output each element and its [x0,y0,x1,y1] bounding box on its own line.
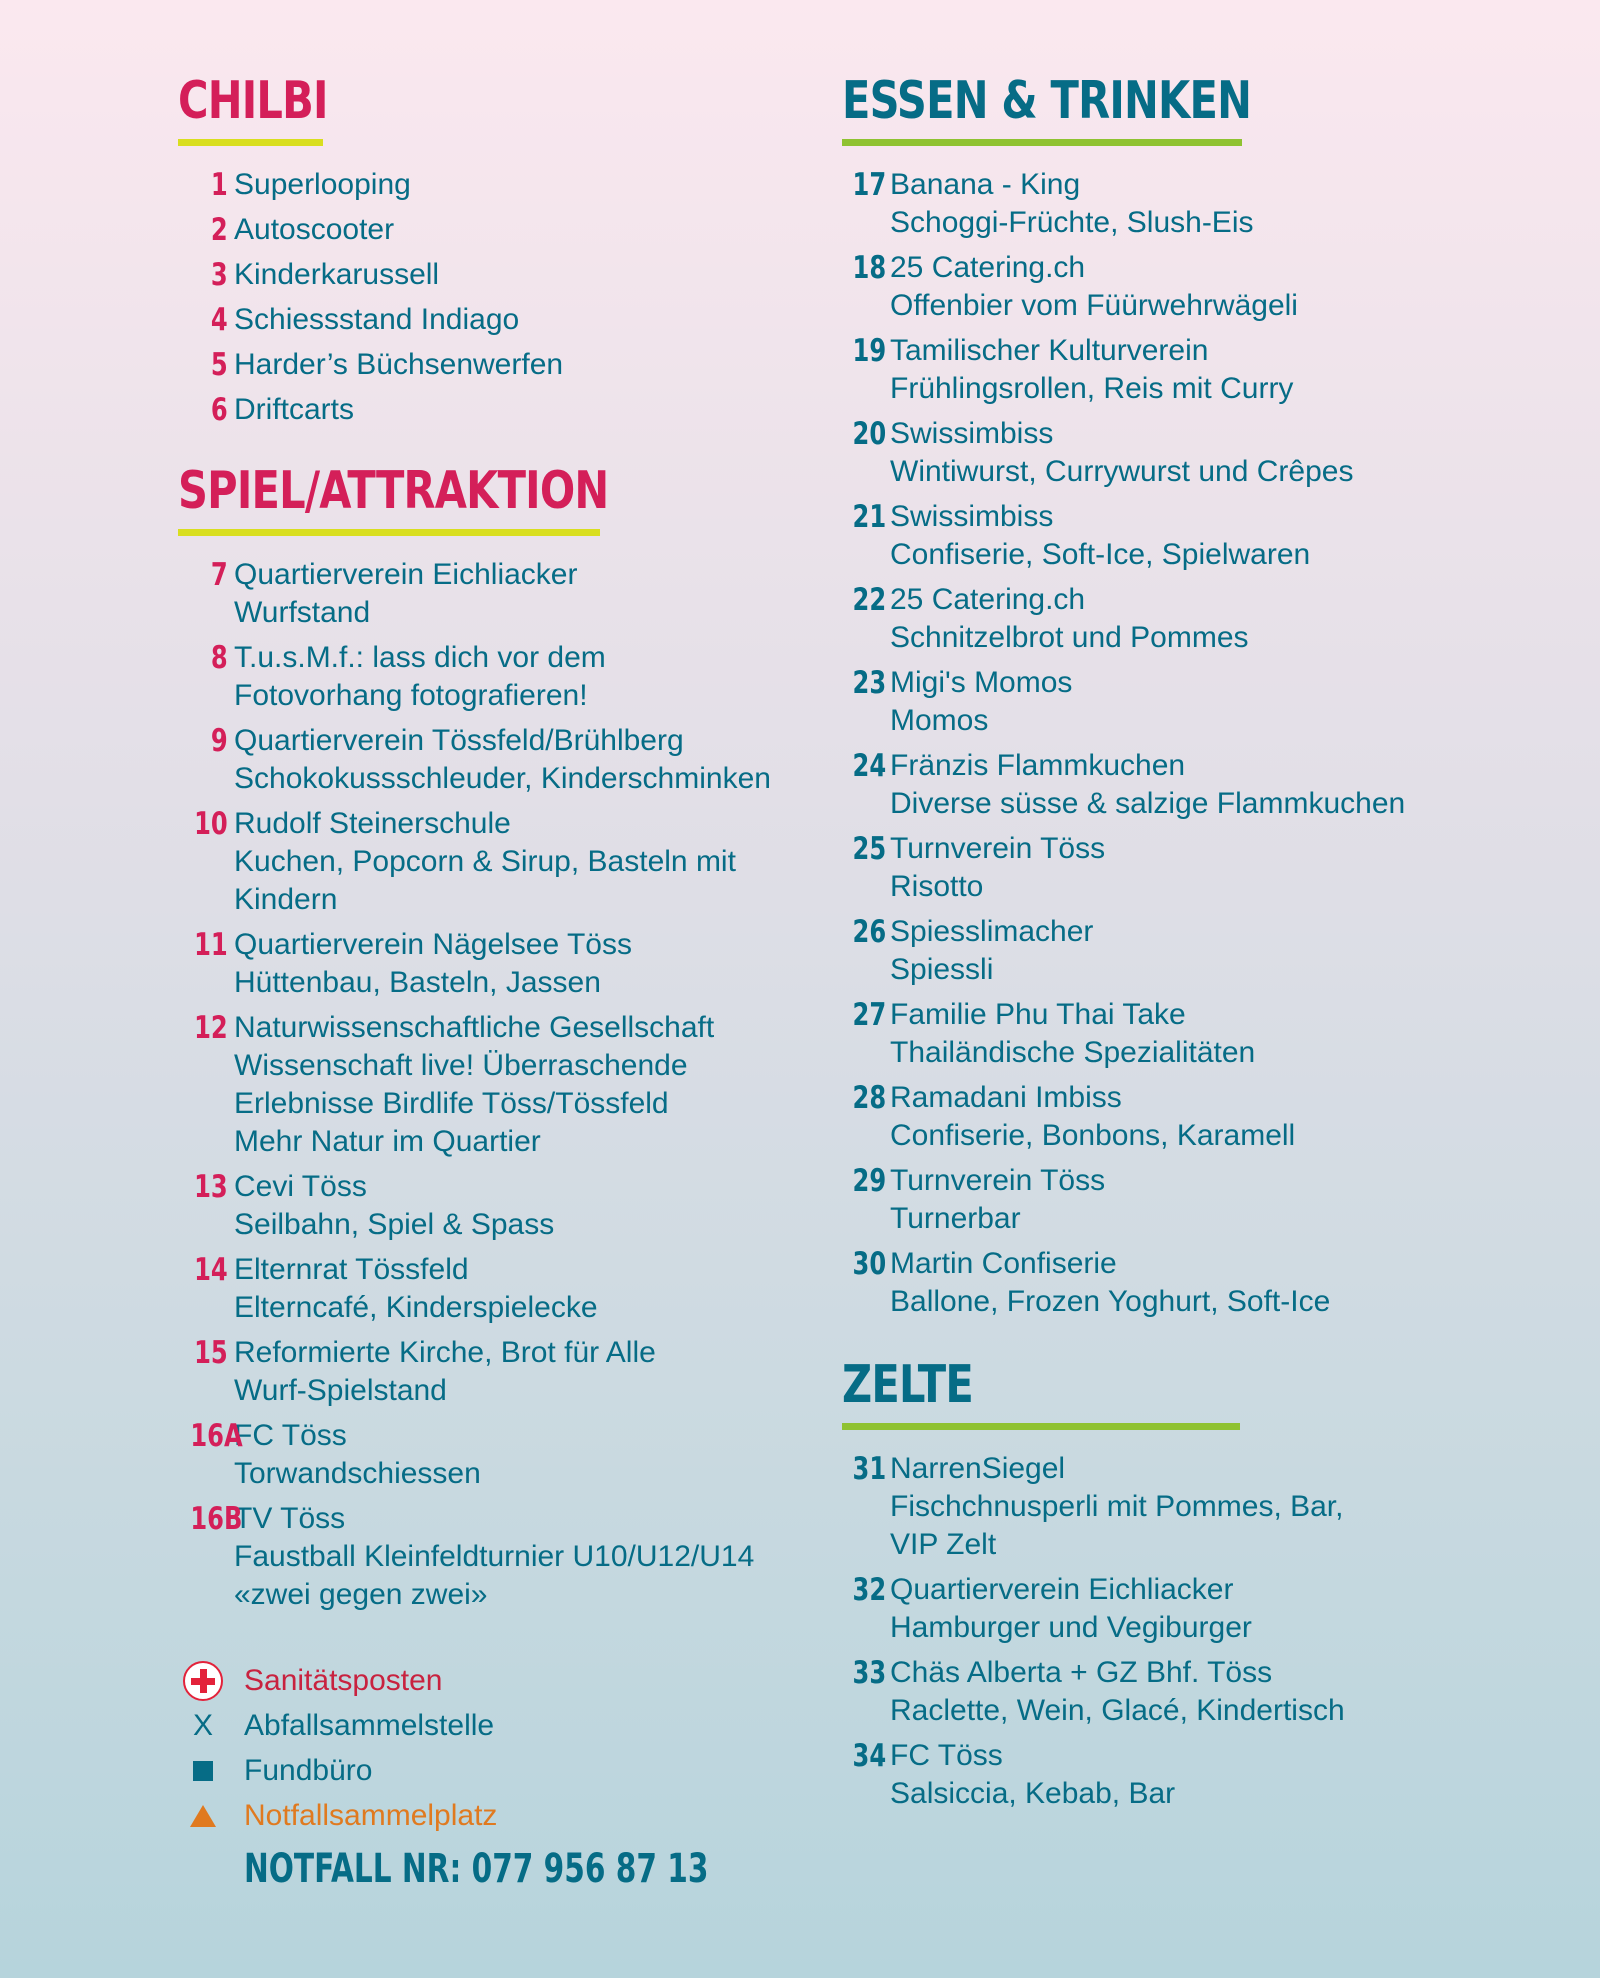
item-text [890,664,1072,740]
section-essen [842,71,1542,1321]
item-text [234,1417,481,1493]
zelte-list [842,1450,1542,1813]
item-title: Elternrat Tössfeld [234,1253,469,1286]
item-number: 22 [852,582,887,618]
item-text [890,1654,1345,1730]
item-title: Driftcarts [234,393,354,426]
section-title-chilbi: CHILBI [178,71,328,131]
item-text [890,166,1254,242]
item-detail: Turnerbar [890,1202,1021,1235]
item-number: 31 [852,1451,887,1487]
item-detail: Ballone, Frozen Yoghurt, Soft-Ice [890,1285,1331,1318]
item-number: 12 [194,1010,228,1046]
item-number: 21 [852,499,887,535]
item-detail: Raclette, Wein, Glacé, Kindertisch [890,1694,1345,1727]
item-title: Quartierverein Eichliacker [234,558,578,591]
item-title: Quartierverein Nägelsee Töss [234,928,632,961]
left-column [178,71,828,1892]
list-item [842,1450,1542,1564]
section-title-essen: ESSEN & TRINKEN [842,71,1252,131]
item-detail: Wurf-Spielstand [234,1374,447,1407]
item-detail: Schoggi-Früchte, Slush-Eis [890,206,1254,239]
item-text [890,332,1293,408]
item-text [234,805,736,919]
section-spiel [178,461,828,1614]
item-detail: Schokokussschleuder, Kinderschminken [234,762,771,795]
item-detail: Frühlingsrollen, Reis mit Curry [890,372,1294,405]
item-title: Kinderkarussell [234,258,440,291]
item-detail: Mehr Natur im Quartier [234,1125,541,1158]
item-detail: Schnitzelbrot und Pommes [890,621,1249,654]
item-detail: Wissenschaft live! Überraschende [234,1049,688,1082]
list-item [842,498,1542,574]
item-detail: Thailändische Spezialitäten [890,1036,1256,1069]
item-title: Turnverein Töss [890,1164,1106,1197]
item-title: Banana - King [890,168,1081,201]
item-text [234,1251,598,1327]
item-detail: Hamburger und Vegiburger [890,1611,1252,1644]
item-number: 9 [210,723,228,759]
item-text [890,581,1249,657]
item-title: Tamilischer Kulturverein [890,334,1209,367]
item-detail: Wintiwurst, Currywurst und Crêpes [890,455,1354,488]
item-number: 34 [852,1738,887,1774]
emergency-number: NOTFALL NR: 077 956 87 13 [244,1846,709,1892]
section-chilbi [178,71,828,429]
chilbi-list [178,166,828,429]
list-item [178,391,828,429]
item-number: 1 [210,167,228,203]
list-item [842,1162,1542,1238]
item-title: Swissimbiss [890,500,1054,533]
item-title: Rudolf Steinerschule [234,807,511,840]
list-item [178,1334,828,1410]
item-number: 26 [852,914,887,950]
section-underline [842,139,1242,146]
list-item [842,1571,1542,1647]
item-title: 25 Catering.ch [890,583,1086,616]
section-underline [178,139,323,146]
item-title: Ramadani Imbiss [890,1081,1122,1114]
item-number: 33 [852,1655,887,1691]
item-number: 16A [190,1418,243,1454]
list-item [178,722,828,798]
item-text [890,249,1298,325]
item-text [890,1571,1252,1647]
item-detail: Spiessli [890,953,994,986]
item-text [890,1450,1343,1564]
item-number: 16B [190,1501,243,1537]
item-title: FC Töss [234,1419,347,1452]
item-detail: Fischchnusperli mit Pommes, Bar, [890,1490,1344,1523]
item-text [890,1079,1295,1155]
item-number: 23 [852,665,887,701]
list-item [178,301,828,339]
list-item [842,830,1542,906]
item-title: TV Töss [234,1502,346,1535]
list-item [178,1168,828,1244]
item-text [890,913,1093,989]
item-title: T.u.s.M.f.: lass dich vor dem [234,641,606,674]
item-detail: Torwandschiessen [234,1457,481,1490]
item-number: 29 [852,1163,887,1199]
legend-label-fundbuero: Fundbüro [244,1753,373,1787]
item-detail: Risotto [890,870,984,903]
item-number: 27 [852,997,887,1033]
item-text [234,256,439,294]
item-text [234,926,632,1002]
list-item [842,1245,1542,1321]
item-number: 14 [194,1252,228,1288]
list-item [178,926,828,1002]
item-title: FC Töss [890,1739,1003,1772]
item-title: Cevi Töss [234,1170,367,1203]
item-title: Martin Confiserie [890,1247,1117,1280]
item-number: 32 [852,1572,887,1608]
item-text [234,391,354,429]
item-number: 24 [852,748,887,784]
item-detail: Momos [890,704,989,737]
item-title: Schiessstand Indiago [234,303,520,336]
legend-row-notfallplatz [178,1793,828,1838]
item-number: 25 [852,831,887,867]
item-detail: Confiserie, Bonbons, Karamell [890,1119,1296,1152]
item-title: Superlooping [234,168,411,201]
section-underline [842,1423,1240,1430]
legend [178,1658,828,1892]
item-title: Swissimbiss [890,417,1054,450]
item-title: Spiesslimacher [890,915,1094,948]
section-underline [178,529,600,536]
item-title: Naturwissenschaftliche Gesellschaft [234,1011,715,1044]
legend-row-fundbuero [178,1748,828,1793]
item-title: Fränzis Flammkuchen [890,749,1186,782]
list-item [842,996,1542,1072]
item-number: 18 [852,250,887,286]
item-text [234,722,771,798]
item-detail: Fotovorhang fotografieren! [234,679,588,712]
red-cross-icon [183,1661,223,1701]
item-detail: Seilbahn, Spiel & Spass [234,1208,555,1241]
item-detail: Faustball Kleinfeldturnier U10/U12/U14 [234,1540,755,1573]
item-number: 20 [852,416,887,452]
list-item [842,249,1542,325]
list-item [842,1079,1542,1155]
legend-row-abfall [178,1703,828,1748]
item-number: 7 [210,557,228,593]
item-text [234,639,606,715]
item-detail: Kindern [234,883,338,916]
item-text [234,166,411,204]
list-item [842,664,1542,740]
item-text [890,996,1255,1072]
list-item [178,556,828,632]
item-number: 17 [852,167,887,203]
legend-label-abfall: Abfallsammelstelle [244,1708,495,1742]
item-number: 3 [210,257,228,293]
list-item [842,913,1542,989]
item-detail: Diverse süsse & salzige Flammkuchen [890,787,1406,820]
item-number: 19 [852,333,887,369]
right-column [842,71,1542,1820]
item-text [234,211,394,249]
square-icon [193,1761,213,1781]
item-text [890,830,1105,906]
item-detail: VIP Zelt [890,1528,997,1561]
list-item [178,256,828,294]
item-number: 2 [210,212,228,248]
item-detail: Salsiccia, Kebab, Bar [890,1777,1176,1810]
item-title: NarrenSiegel [890,1452,1066,1485]
section-title-spiel: SPIEL/ATTRAKTION [178,461,609,521]
item-number: 4 [210,302,228,338]
item-text [234,301,519,339]
item-number: 5 [210,347,228,383]
item-text [890,415,1353,491]
item-number: 11 [194,927,228,963]
item-number: 15 [194,1335,228,1371]
spiel-list [178,556,828,1614]
item-title: Quartierverein Tössfeld/Brühlberg [234,724,684,757]
item-number: 13 [194,1169,228,1205]
item-number: 6 [210,392,228,428]
item-number: 28 [852,1080,887,1116]
item-number: 8 [210,640,228,676]
list-item [842,1737,1542,1813]
item-title: Turnverein Töss [890,832,1106,865]
item-text [890,1737,1175,1813]
item-detail: Hüttenbau, Basteln, Jassen [234,966,601,999]
item-text [890,1245,1330,1321]
list-item [842,415,1542,491]
item-title: Harder’s Büchsenwerfen [234,348,564,381]
item-title: Quartierverein Eichliacker [890,1573,1234,1606]
list-item [178,805,828,919]
section-zelte [842,1355,1542,1813]
item-text [234,556,577,632]
item-detail: Confiserie, Soft-Ice, Spielwaren [890,538,1311,571]
item-title: Reformierte Kirche, Brot für Alle [234,1336,656,1369]
list-item [178,346,828,384]
item-text [234,1334,656,1410]
x-mark-icon: X [192,1708,213,1742]
item-text [234,346,563,384]
list-item [178,1251,828,1327]
essen-list [842,166,1542,1321]
legend-row-sanitaet [178,1658,828,1703]
item-detail: Wurfstand [234,596,371,629]
triangle-icon [190,1805,216,1827]
list-item [842,166,1542,242]
list-item [842,332,1542,408]
item-text [890,498,1310,574]
item-detail: Kuchen, Popcorn & Sirup, Basteln mit [234,845,736,878]
list-item [842,1654,1542,1730]
item-detail: Erlebnisse Birdlife Töss/Tössfeld [234,1087,669,1120]
item-text [890,747,1405,823]
item-title: Chäs Alberta + GZ Bhf. Töss [890,1656,1273,1689]
item-title: Familie Phu Thai Take [890,998,1186,1031]
section-title-zelte: ZELTE [842,1355,973,1415]
list-item [178,1417,828,1493]
legend-label-sanitaet: Sanitätsposten [244,1663,443,1697]
item-text [234,1500,754,1614]
list-item [178,211,828,249]
list-item [178,1500,828,1614]
item-number: 10 [194,806,228,842]
list-item [178,166,828,204]
item-detail: «zwei gegen zwei» [234,1578,488,1611]
item-title: Migi's Momos [890,666,1073,699]
item-text [890,1162,1105,1238]
item-detail: Elterncafé, Kinderspielecke [234,1291,598,1324]
item-text [234,1009,714,1161]
list-item [178,1009,828,1161]
legend-label-notfallplatz: Notfallsammelplatz [244,1798,498,1832]
list-item [178,639,828,715]
item-title: 25 Catering.ch [890,251,1086,284]
item-number: 30 [852,1246,887,1282]
item-text [234,1168,554,1244]
list-item [842,581,1542,657]
item-detail: Offenbier vom Füürwehrwägeli [890,289,1298,322]
item-title: Autoscooter [234,213,395,246]
list-item [842,747,1542,823]
